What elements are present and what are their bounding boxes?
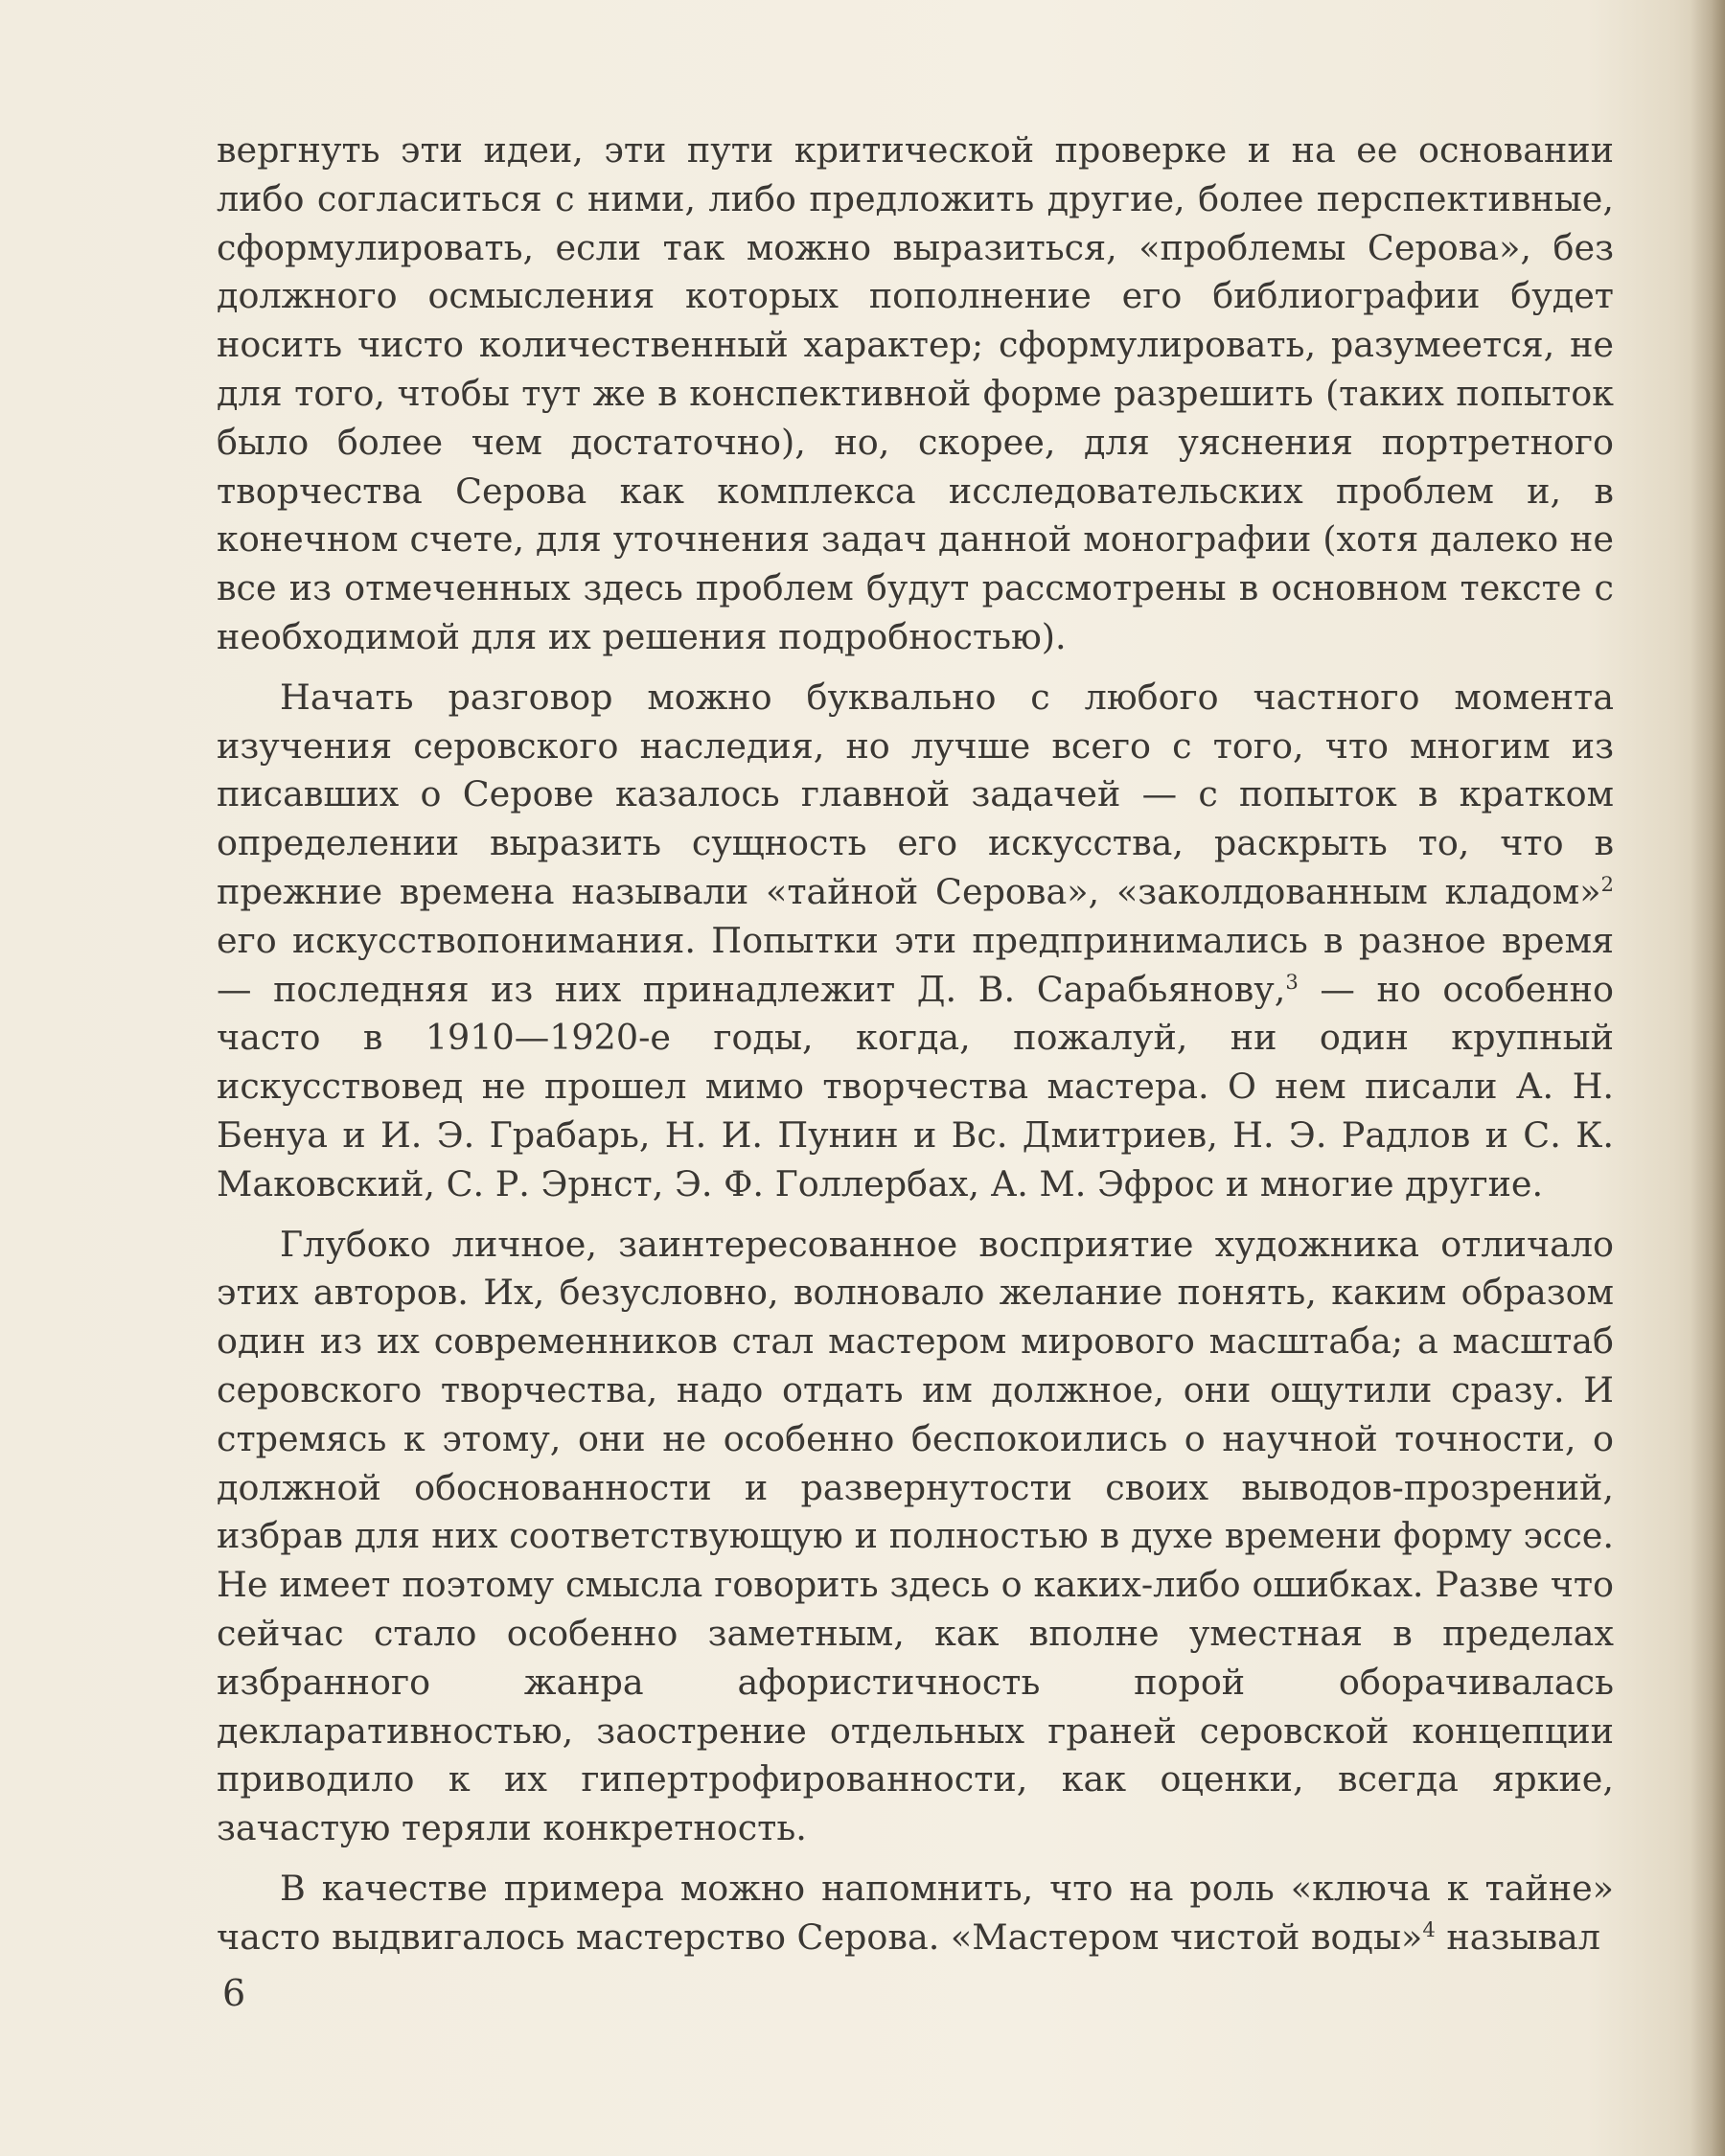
footnote-ref-2: 2 xyxy=(1600,871,1614,896)
paragraph-1 xyxy=(217,126,1614,662)
paragraph-3 xyxy=(217,1221,1614,1853)
paragraph-2-text-b: его искусствопонимания. Попытки эти предпринимались в разное время — последняя из них принадлежит Д. В. Сарабьянову, xyxy=(217,919,1614,1010)
paragraph-4-text-a: В качестве примера можно напомнить, что на роль «ключа к тайне» часто выдвигалось мастерство Серова. «Мастером чистой воды» xyxy=(217,1867,1614,1958)
paragraph-2 xyxy=(217,674,1614,1209)
paragraph-3-text: Глубоко личное, заинтересованное восприятие художника отличало этих авторов. Их, безусловно, волновало желание понять, каким образом один из их современников стал мастером мирового масштаба; а масштаб серовского творчества, надо отдать им должное, они ощутили сразу. И стремясь к этому, они не особенно беспокоились о научной точности, о должной обоснованности и развернутости своих выводов-прозрений, избрав для них соответствующую и полностью в духе времени форму эссе. Не имеет поэтому смысла говорить здесь о каких-либо ошибках. Разве что сейчас стало особенно заметным, как вполне уместная в пределах избранного жанра афористичность порой оборачивалась декларативностью, заострение отдельных граней серовской концепции приводило к их гипертрофированности, как оценки, всегда яркие, зачастую теряли конкретность. xyxy=(217,1223,1614,1849)
paragraph-1-text: вергнуть эти идеи, эти пути критической проверке и на ее основании либо согласиться с ними, либо предложить другие, более перспективные, сформулировать, если так можно выразиться, «проблемы Серова», без должного осмысления которых пополнение его библиографии будет носить чисто количественный характер; сформулировать, разумеется, не для того, чтобы тут же в конспективной форме разрешить (таких попыток было более чем достаточно), но, скорее, для уяснения портретного творчества Серова как комплекса исследовательских проблем и, в конечном счете, для уточнения задач данной монографии (хотя далеко не все из отмеченных здесь проблем будут рассмотрены в основном тексте с необходимой для их решения подробностью). xyxy=(217,129,1614,657)
footnote-ref-3: 3 xyxy=(1285,969,1299,994)
paragraph-4 xyxy=(217,1865,1614,1962)
paragraph-2-text-a: Начать разговор можно буквально с любого частного момента изучения серовского наследия, но лучше всего с того, что многим из писавших о Серове казалось главной задачей — с попыток в кратком определении выразить сущность его искусства, раскрыть то, что в прежние времена называли «тайной Серова», «заколдованным кладом» xyxy=(217,676,1614,912)
body-text xyxy=(217,126,1614,1961)
page-number: 6 xyxy=(222,1972,246,2014)
page-spine-shadow xyxy=(1690,0,1725,2156)
footnote-ref-4: 4 xyxy=(1422,1916,1436,1941)
paragraph-4-text-b: называл xyxy=(1435,1915,1600,1958)
paragraph-2-text-c: — но особенно часто в 1910—1920-е годы, когда, пожалуй, ни один крупный искусствовед не прошел мимо творчества мастера. О нем писали А. Н. Бенуа и И. Э. Грабарь, Н. И. Пунин и Вс. Дмитриев, Н. Э. Радлов и С. К. Маковский, С. Р. Эрнст, Э. Ф. Голлербах, А. М. Эфрос и многие другие. xyxy=(217,968,1614,1204)
